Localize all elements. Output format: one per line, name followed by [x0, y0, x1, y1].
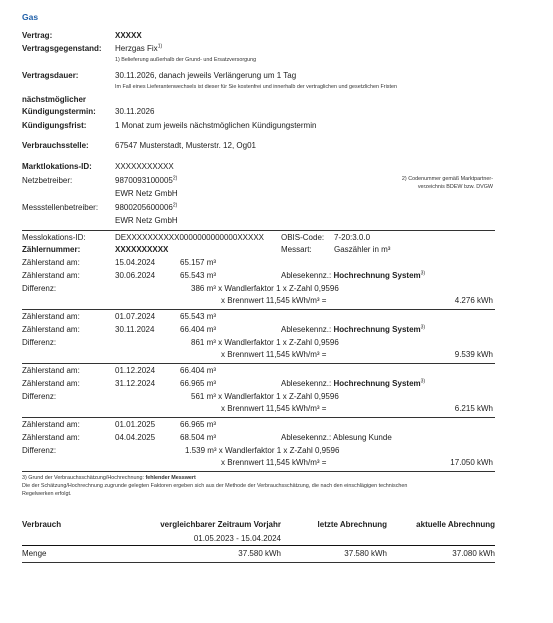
differenz-calculation: 561 m³ x Wandlerfaktor 1 x Z-Zahl 0,9596: [191, 392, 339, 401]
differenz-calculation: 386 m³ x Wandlerfaktor 1 x Z-Zahl 0,9596: [191, 284, 339, 293]
differenz-calculation: 1.539 m³ x Wandlerfaktor 1 x Z-Zahl 0,9596: [185, 446, 340, 455]
zaehlerstand-date: 01.07.2024: [115, 312, 156, 321]
verbrauchsstelle-value: 67547 Musterstadt, Musterstr. 12, Og01: [115, 141, 256, 150]
brennwert-calculation: x Brennwert 11,545 kWh/m³ =: [221, 404, 327, 413]
zaehlerstand-value: 65.543 m³: [180, 312, 217, 321]
zaehlerstand-label: Zählerstand am:: [22, 379, 80, 388]
summary-header-verbrauch: Verbrauch: [22, 520, 62, 529]
zaehlerstand-value: 65.543 m³: [180, 271, 217, 280]
summary-vorjahr-period: 01.05.2023 - 15.04.2024: [193, 534, 281, 543]
block-divider: [22, 471, 495, 472]
zaehlerstand-value: 66.404 m³: [180, 366, 217, 375]
block-divider: [22, 309, 495, 310]
kuendigungstermin-value: 30.11.2026: [115, 107, 155, 116]
zaehlerstand-label: Zählerstand am:: [22, 258, 80, 267]
summary-header-aktuell: aktuelle Abrechnung: [416, 520, 495, 529]
messstellenbetreiber-code: 9800205600006$^{2)}$: [115, 202, 178, 212]
zaehlerstand-value: 68.504 m³: [180, 433, 217, 442]
zaehlerstand-value: 66.404 m³: [180, 325, 217, 334]
footnote-line-3: Regelwerken erfolgt.: [22, 491, 72, 497]
zaehlerstand-value: 66.965 m³: [180, 379, 217, 388]
codenummer-note-1: 2) Codenummer gemäß Marktpartner-: [401, 176, 493, 182]
summary-row-vorjahr: 37.580 kWh: [238, 549, 281, 558]
summary-divider: [22, 545, 495, 546]
vertragsdauer-note: Im Fall eines Lieferantenwechsels ist dieser für Sie kostenfrei und innerhalb der vertraglichen und gesetzlichen Fristen: [115, 84, 397, 90]
summary-row-label: Menge: [22, 549, 47, 558]
differenz-calculation: 861 m³ x Wandlerfaktor 1 x Z-Zahl 0,9596: [191, 338, 339, 347]
marktlokations-id-value: XXXXXXXXXXX: [115, 162, 174, 171]
messlokations-id-label: Messlokations-ID:: [22, 233, 86, 242]
zaehlerstand-label: Zählerstand am:: [22, 420, 80, 429]
obis-code-value: 7-20:3.0.0: [334, 233, 371, 242]
vertrag-label: Vertrag:: [22, 31, 53, 40]
codenummer-note-2: verzeichnis BDEW bzw. DVGW: [417, 184, 493, 190]
block-result: 6.215 kWh: [454, 404, 493, 413]
differenz-label: Differenz:: [22, 446, 57, 455]
vertragsgegenstand-value: Herzgas Fix$^{1)}$: [115, 43, 163, 53]
brennwert-calculation: x Brennwert 11,545 kWh/m³ =: [221, 296, 327, 305]
differenz-label: Differenz:: [22, 338, 57, 347]
verbrauchsstelle-label: Verbrauchsstelle:: [22, 141, 89, 150]
marktlokations-id-label: Marktlokations-ID:: [22, 162, 92, 171]
messart-value: Gaszähler in m³: [334, 245, 391, 254]
zaehlernummer-value: XXXXXXXXXX: [115, 245, 169, 254]
kuendigungstermin-label-2: Kündigungstermin:: [22, 107, 96, 116]
messart-label: Messart:: [281, 245, 312, 254]
summary-header-letzte: letzte Abrechnung: [317, 520, 387, 529]
kuendigungsfrist-label: Kündigungsfrist:: [22, 121, 87, 130]
brennwert-calculation: x Brennwert 11,545 kWh/m³ =: [221, 350, 327, 359]
zaehlerstand-date: 30.06.2024: [115, 271, 156, 280]
netzbetreiber-code: 9870093100005$^{2)}$: [115, 175, 178, 185]
block-result: 9.539 kWh: [454, 350, 493, 359]
vertragsdauer-label: Vertragsdauer:: [22, 71, 79, 80]
zaehlernummer-label: Zählernummer:: [22, 245, 81, 254]
zaehlerstand-label: Zählerstand am:: [22, 366, 80, 375]
block-result: 4.276 kWh: [454, 296, 493, 305]
obis-code-label: OBIS-Code:: [281, 233, 325, 242]
ablesekennzeichen: Ablesekennz.: Ablesung Kunde: [281, 433, 392, 442]
zaehlerstand-date: 30.11.2024: [115, 325, 155, 334]
divider: [22, 230, 495, 231]
messlokations-id-value: DEXXXXXXXXXX0000000000000XXXXX: [115, 233, 264, 242]
vertragsdauer-value: 30.11.2026, danach jeweils Verlängerung um 1 Tag: [115, 71, 297, 80]
ablesekennzeichen: Ablesekennz.: Hochrechnung System$^{3)}$: [281, 378, 426, 388]
messstellenbetreiber-label: Messstellenbetreiber:: [22, 203, 99, 212]
footnote-line-2: Die der Schätzung/Hochrechnung zugrunde gelegten Faktoren ergeben sich aus der Methode der Verbrauchsschätzung, die nach den einschlägigen technischen: [22, 483, 408, 489]
kuendigungsfrist-value: 1 Monat zum jeweils nächstmöglichen Kündigungstermin: [115, 121, 317, 130]
messstellenbetreiber-name: EWR Netz GmbH: [115, 216, 178, 225]
zaehlerstand-date: 04.04.2025: [115, 433, 156, 442]
vertragsgegenstand-label: Vertragsgegenstand:: [22, 44, 102, 53]
differenz-label: Differenz:: [22, 284, 57, 293]
summary-bottom-divider: [22, 562, 495, 563]
ablesekennzeichen: Ablesekennz.: Hochrechnung System$^{3)}$: [281, 270, 426, 280]
block-divider: [22, 363, 495, 364]
zaehlerstand-label: Zählerstand am:: [22, 325, 80, 334]
zaehlerstand-date: 01.12.2024: [115, 366, 156, 375]
netzbetreiber-label: Netzbetreiber:: [22, 176, 73, 185]
block-divider: [22, 417, 495, 418]
kuendigungstermin-label-1: nächstmöglicher: [22, 95, 87, 104]
summary-row-letzte: 37.580 kWh: [344, 549, 387, 558]
zaehlerstand-label: Zählerstand am:: [22, 312, 80, 321]
page-title: Gas: [22, 12, 39, 22]
differenz-label: Differenz:: [22, 392, 57, 401]
block-result: 17.050 kWh: [450, 458, 493, 467]
zaehlerstand-label: Zählerstand am:: [22, 271, 80, 280]
ablesekennzeichen: Ablesekennz.: Hochrechnung System$^{3)}$: [281, 324, 426, 334]
brennwert-calculation: x Brennwert 11,545 kWh/m³ =: [221, 458, 327, 467]
zaehlerstand-date: 15.04.2024: [115, 258, 156, 267]
netzbetreiber-name: EWR Netz GmbH: [115, 189, 178, 198]
summary-row-aktuell: 37.080 kWh: [452, 549, 495, 558]
footnote-line-1: 3) Grund der Verbrauchsschätzung/Hochrechnung: fehlender Messwert: [22, 475, 196, 481]
zaehlerstand-label: Zählerstand am:: [22, 433, 80, 442]
summary-header-vorjahr: vergleichbarer Zeitraum Vorjahr: [160, 520, 281, 529]
zaehlerstand-date: 31.12.2024: [115, 379, 156, 388]
vertrag-value: XXXXX: [115, 31, 142, 40]
vertragsgegenstand-note: 1) Belieferung außerhalb der Grund- und Ersatzversorgung: [115, 57, 257, 63]
zaehlerstand-date: 01.01.2025: [115, 420, 156, 429]
zaehlerstand-value: 66.965 m³: [180, 420, 217, 429]
zaehlerstand-value: 65.157 m³: [180, 258, 217, 267]
